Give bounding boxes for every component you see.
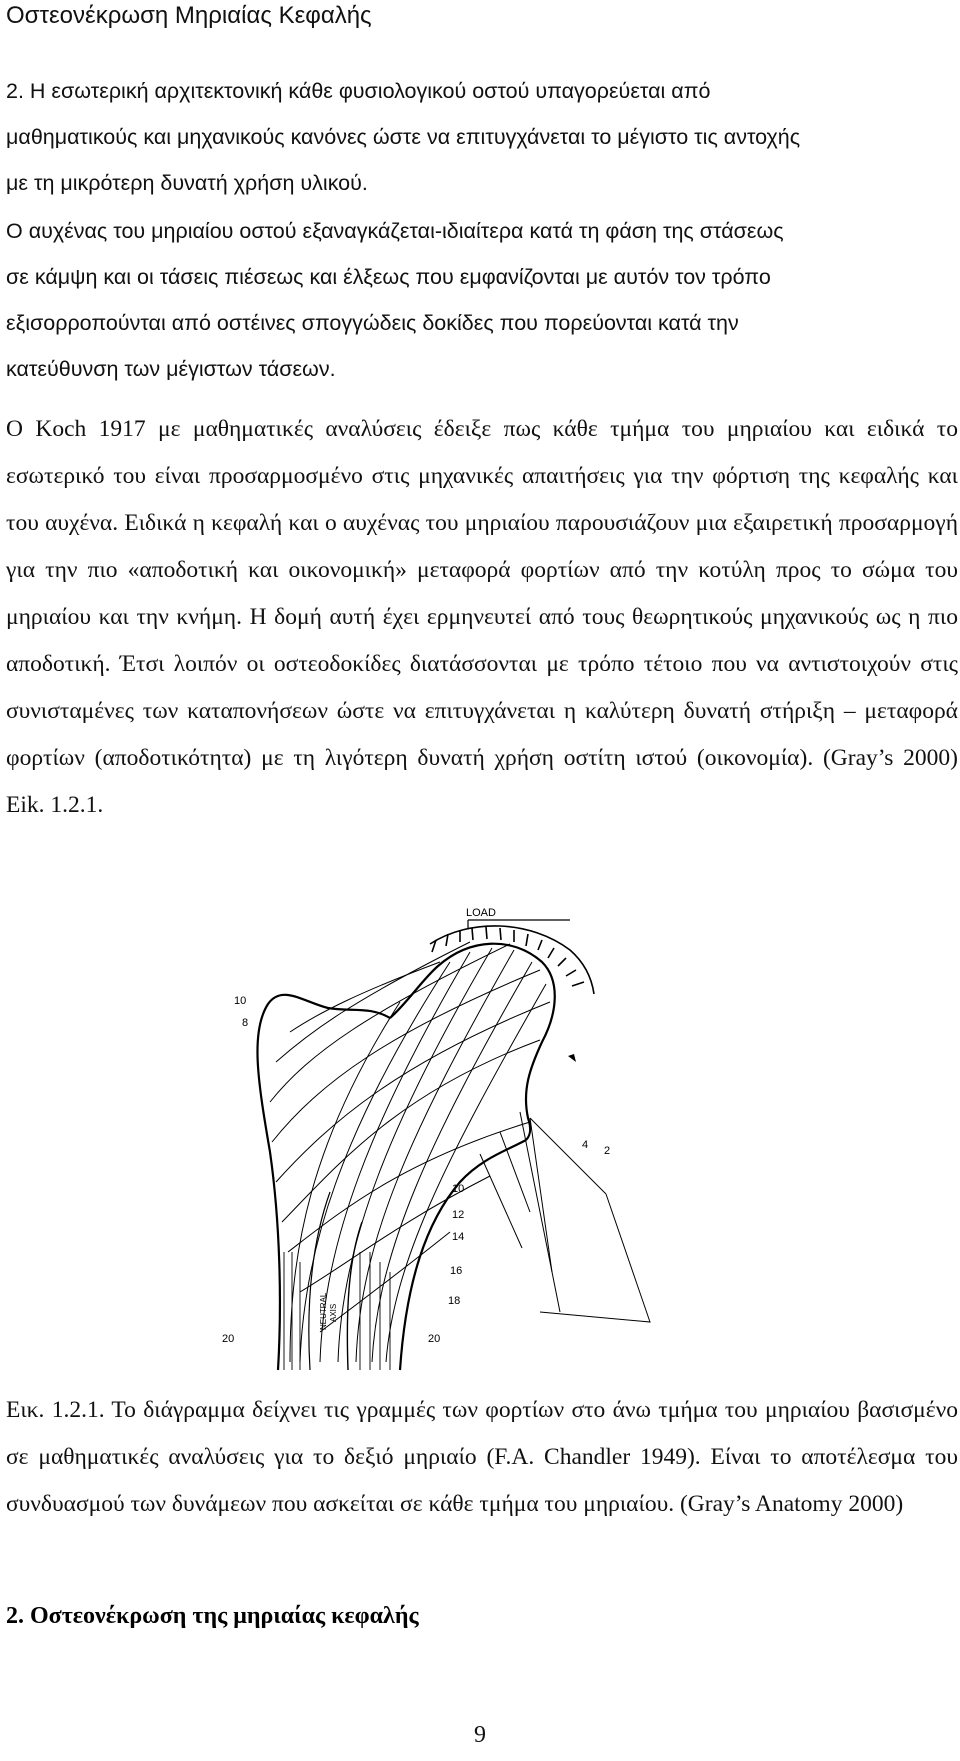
label-axis: AXIS — [329, 1303, 338, 1322]
text-line: εξισορροπούνται από οστέινες σπογγώδεις δοκίδες που πορεύονται κατά την — [6, 311, 739, 335]
label-12: 12 — [452, 1209, 465, 1221]
label-10: 10 — [234, 995, 247, 1007]
running-header: Οστεονέκρωση Μηριαίας Κεφαλής — [6, 2, 372, 29]
text-line: Ο αυχένας του μηριαίου οστού εξαναγκάζεται-ιδιαίτερα κατά τη φάση της στάσεως — [6, 219, 784, 243]
label-20-left: 20 — [222, 1333, 235, 1345]
tension-lines — [480, 1112, 650, 1322]
label-16: 16 — [450, 1265, 463, 1277]
figure-caption: Εικ. 1.2.1. Το διάγραμμα δείχνει τις γραμμές των φορτίων στο άνω τμήμα του μηριαίου βασισμένο σε μαθηματικές αναλύσεις για το δεξιό μηριαίο (F.A. Chandler 1949). Είναι το αποτέλεσμα του συνδυασμού των δυνάμεων που ασκείται σε κάθε τμήμα του μηριαίου. (Gray’s Anatomy 2000) — [6, 1397, 958, 1517]
paragraph-architecture — [6, 68, 800, 206]
page-number: 9 — [474, 1722, 486, 1748]
label-4: 4 — [582, 1139, 589, 1151]
label-2: 2 — [604, 1145, 611, 1157]
label-10b: 10 — [452, 1183, 465, 1195]
text-line: κατεύθυνση των μέγιστων τάσεων. — [6, 357, 336, 381]
arrow-marker — [568, 1054, 576, 1062]
label-load: LOAD — [466, 907, 496, 919]
label-20-right: 20 — [428, 1333, 441, 1345]
load-hatching — [430, 926, 594, 994]
label-14: 14 — [452, 1231, 465, 1243]
label-neutral: NEUTRAL — [319, 1292, 328, 1330]
paragraph-koch: Ο Koch 1917 με μαθηματικές αναλύσεις έδειξε πως κάθε τμήμα του μηριαίου και ειδικά το εσωτερικό του είναι προσαρμοσμένο στις μηχανικές απαιτήσεις για την φόρτιση της κεφαλής και του αυχένα. Ειδικά η κεφαλή και ο αυχένας του μηριαίου παρουσιάζουν μια εξαιρετική προσαρμογή για την πιο «αποδοτική και οικονομική» μεταφορά φορτίων από την κοτύλη προς το σώμα του μηριαίου και την κνήμη. Η δομή αυτή έχει ερμηνευτεί από τους θεωρητικούς μηχανικούς ως η πιο αποδοτική. Έτσι λοιπόν οι οστεοδοκίδες διατάσσονται με τρόπο τέτοιο που να αντιστοιχούν στις συνισταμένες των καταπονήσεων ώστε να επιτυγχάνεται η καλύτερη δυνατή στήριξη – μεταφορά φορτίων (αποδοτικότητα) με τη λιγότερη δυνατή χρήση οστίτη ιστού (οικονομία). (Gray’s 2000) Eik. 1.2.1. — [6, 416, 958, 818]
text-line: σε κάμψη και οι τάσεις πιέσεως και έλξεως που εμφανίζονται με αυτόν τον τρόπο — [6, 265, 771, 289]
section-heading: 2. Οστεονέκρωση της μηριαίας κεφαλής — [6, 1603, 419, 1629]
text-line: μαθηματικούς και μηχανικούς κανόνες ώστε να επιτυγχάνεται το μέγιστο τις αντοχής — [6, 125, 801, 149]
label-8: 8 — [242, 1017, 249, 1029]
text-line: με τη μικρότερη δυνατή χρήση υλικού. — [6, 171, 368, 195]
text-line: 2. Η εσωτερική αρχιτεκτονική κάθε φυσιολογικού οστού υπαγορεύεται από — [6, 79, 711, 103]
femur-load-lines-figure — [222, 907, 730, 1372]
label-18: 18 — [448, 1295, 461, 1307]
femur-outline — [257, 944, 554, 1370]
paragraph-femoral-neck — [6, 208, 784, 392]
